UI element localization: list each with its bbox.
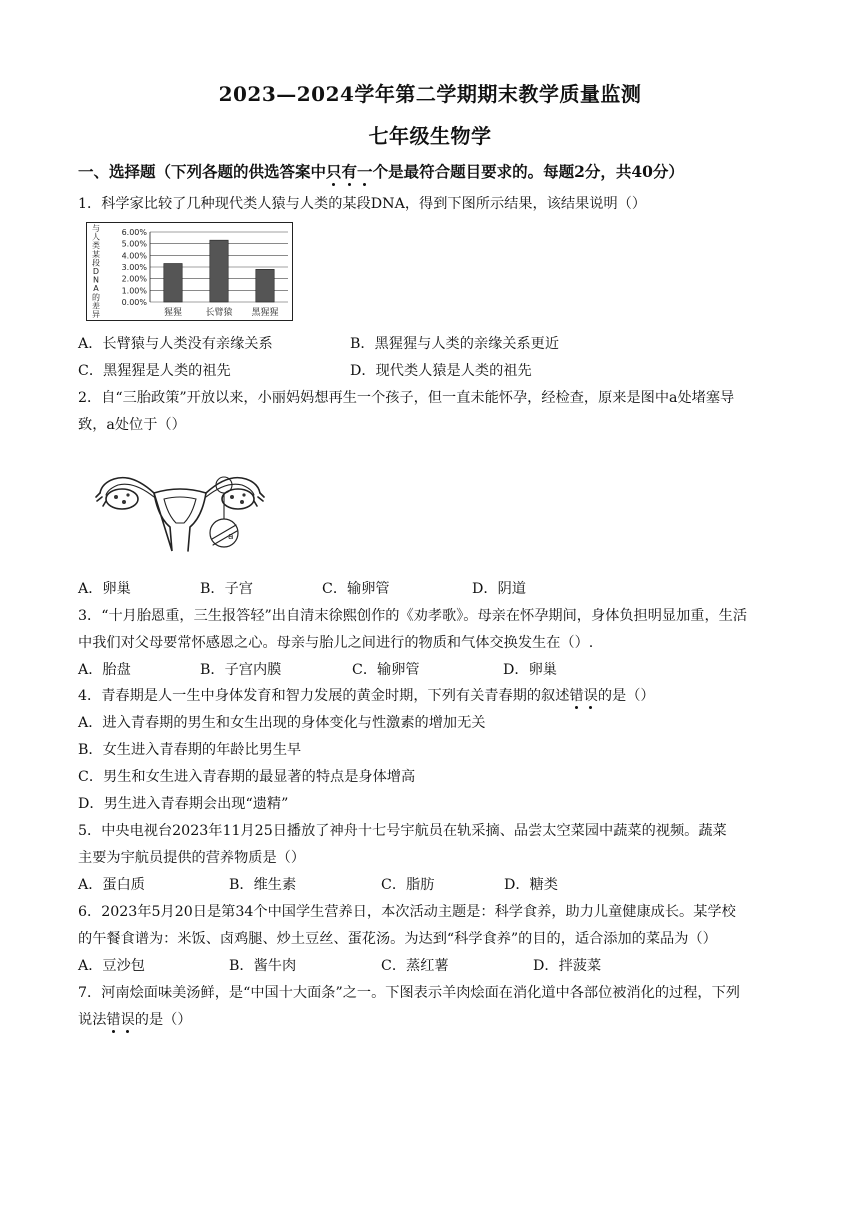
y-label-char: 人 [92, 232, 100, 242]
exam-subtitle: 七年级生物学 [368, 124, 492, 148]
uterus-outline [154, 489, 206, 551]
q3-option-c[interactable]: C．输卵管 [352, 662, 420, 678]
y-label-char: N [93, 275, 99, 285]
y-label-char: 异 [92, 310, 100, 319]
q4-option-a[interactable]: A．进入青春期的男生和女生出现的身体变化与性激素的增加无关 [78, 715, 486, 731]
dna-difference-chart [86, 222, 294, 322]
q2-option-b[interactable]: B．子宫 [200, 581, 253, 597]
emphasis-char: 误 [583, 688, 598, 704]
q2-option-c[interactable]: C．输卵管 [322, 581, 390, 597]
y-label-char: 类 [92, 241, 100, 251]
bar-猩猩 [164, 264, 182, 303]
reproductive-system-figure [92, 455, 268, 555]
q4-stem-text: 4．青春期是人一生中身体发育和智力发展的黄金时期，下列有关青春期的叙述 [78, 688, 570, 704]
q7-stem-text: 的是（） [134, 1012, 192, 1028]
emphasis-char: 误 [120, 1012, 135, 1028]
q5-option-d[interactable]: D．糖类 [504, 877, 558, 893]
q6-option-d[interactable]: D．拌菠菜 [533, 958, 602, 974]
q7-stem-text: 说法 [78, 1012, 107, 1028]
q5-option-b[interactable]: B．维生素 [229, 877, 297, 893]
q2-stem-line1: 2．自“三胎政策”开放以来，小丽妈妈想再生一个孩子，但一直未能怀孕，经检查，原来是图中a处堵塞导 [78, 390, 735, 406]
q6-option-a[interactable]: A．豆沙包 [78, 958, 145, 974]
exam-title: 2023—2024学年第二学期期末教学质量监测 [218, 82, 642, 106]
y-label-char: D [92, 267, 100, 276]
emphasis-char: 只 [326, 162, 342, 181]
q7-stem-line1: 7．河南烩面味美汤鲜，是“中国十大面条”之一。下图表示羊肉烩面在消化道中各部位被消化的过程，下列 [78, 985, 740, 1001]
emphasis-char: 一 [357, 162, 373, 181]
q7-stem-line2 [78, 1009, 192, 1029]
x-category-label: 黑猩猩 [251, 308, 279, 318]
q3-stem-line1: 3．“十月胎恩重，三生报答轻”出自清末徐熙创作的《劝孝歌》。母亲在怀孕期间，身体负担明显加重，生活 [78, 608, 748, 624]
y-label-char: 段 [92, 258, 100, 268]
q6-option-b[interactable]: B．酱牛肉 [229, 958, 297, 974]
y-tick-label: 6.00% [121, 228, 147, 237]
y-tick-label: 3.00% [121, 263, 147, 272]
q2-option-a[interactable]: A．卵巢 [78, 581, 131, 597]
q1-option-a[interactable]: A．长臂猿与人类没有亲缘关系 [78, 336, 273, 352]
section-heading [78, 160, 684, 182]
bar-长臂猿 [210, 240, 228, 302]
emphasis-char: 有 [341, 162, 358, 181]
q4-stem [78, 685, 655, 705]
q3-option-b[interactable]: B．子宫内膜 [200, 662, 282, 678]
bar-黑猩猩 [256, 269, 274, 302]
q1-option-c[interactable]: C．黑猩猩是人类的祖先 [78, 363, 231, 379]
q6-stem-line2: 的午餐食谱为：米饭、卤鸡腿、炒土豆丝、蛋花汤。为达到“科学食养”的目的，适合添加的菜品为（） [78, 931, 717, 947]
y-tick-label: 4.00% [121, 251, 147, 261]
y-tick-label: 0.00% [121, 298, 147, 307]
q2-stem-line2: 致，a处位于（） [78, 417, 186, 433]
emphasis-char: 错 [106, 1012, 121, 1028]
q3-option-a[interactable]: A．胎盘 [78, 662, 131, 678]
q5-stem-line2: 主要为宇航员提供的营养物质是（） [78, 850, 306, 866]
q6-stem-line1: 6．2023年5月20日是第34个中国学生营养日，本次活动主题是：科学食养，助力儿童健康成长。某学校 [78, 904, 736, 920]
q1-option-d[interactable]: D．现代类人猿是人类的祖先 [350, 363, 532, 379]
q3-stem-line2: 中我们对父母要常怀感恩之心。母亲与胎儿之间进行的物质和气体交换发生在（）. [78, 635, 594, 651]
y-label-char: 与 [92, 224, 100, 233]
q1-option-b[interactable]: B．黑猩猩与人类的亲缘关系更近 [350, 336, 560, 352]
section-heading-text: 个是最符合题目要求的。每题2分，共40分） [372, 162, 684, 181]
y-tick-label: 2.00% [121, 274, 147, 284]
x-category-label: 猩猩 [163, 308, 183, 318]
y-label-char: 某 [92, 249, 100, 259]
y-tick-label: 5.00% [121, 239, 147, 249]
q5-stem-line1: 5．中央电视台2023年11月25日播放了神舟十七号宇航员在轨采摘、品尝太空菜园中蔬菜的视频。蔬菜 [78, 823, 727, 839]
emphasis-char: 错 [569, 688, 584, 704]
q4-stem-text: 的是（） [597, 688, 655, 704]
chart-y-label [92, 223, 100, 319]
y-tick-label: 1.00% [121, 286, 147, 296]
q6-option-c[interactable]: C．蒸红薯 [381, 958, 449, 974]
q5-option-a[interactable]: A．蛋白质 [78, 877, 145, 893]
q1-stem: 1．科学家比较了几种现代类人猿与人类的某段DNA，得到下图所示结果，该结果说明（） [78, 196, 647, 212]
q4-option-c[interactable]: C．男生和女生进入青春期的最显著的特点是身体增高 [78, 769, 416, 785]
y-label-char: A [93, 284, 99, 294]
q5-option-c[interactable]: C．脂肪 [381, 877, 435, 893]
figure-label-a: a [228, 532, 234, 542]
q4-option-b[interactable]: B．女生进入青春期的年龄比男生早 [78, 742, 302, 758]
y-label-char: 的 [92, 292, 100, 302]
section-heading-text: 一、选择题（下列各题的供选答案中 [78, 162, 327, 181]
q4-option-d[interactable]: D．男生进入青春期会出现“遗精” [78, 796, 289, 812]
q3-option-d[interactable]: D．卵巢 [503, 662, 557, 678]
x-category-label: 长臂猿 [205, 308, 233, 318]
y-label-char: 差 [92, 301, 100, 311]
q2-option-d[interactable]: D．阴道 [472, 581, 526, 597]
left-ovary [106, 489, 138, 509]
